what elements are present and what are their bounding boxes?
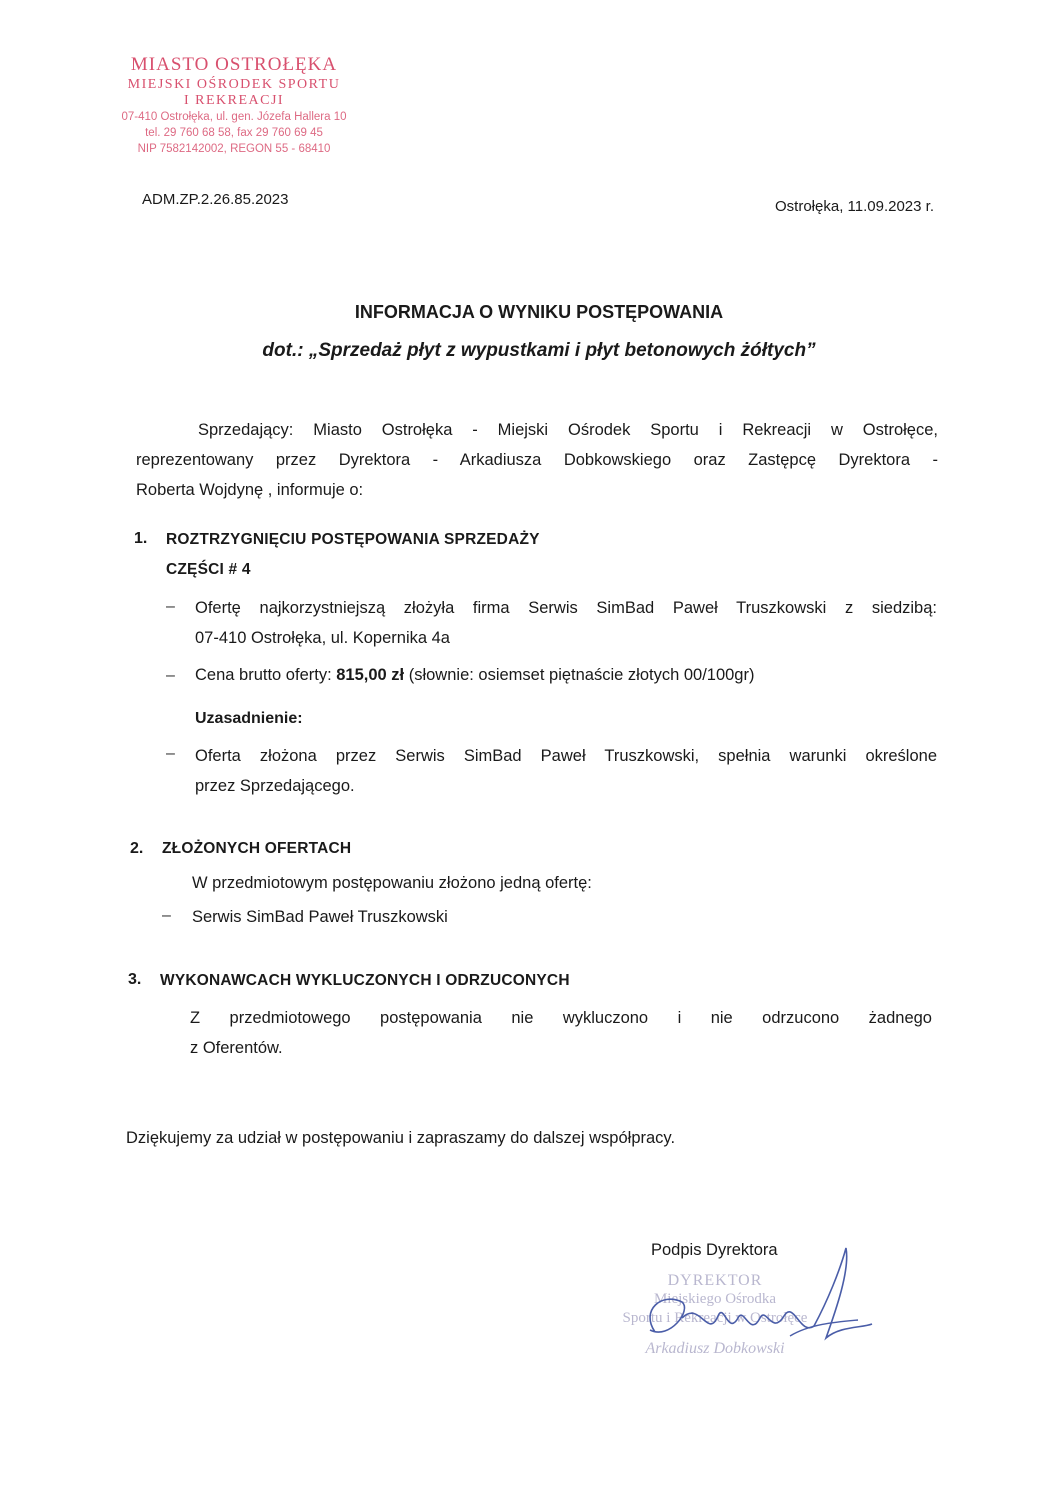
closing-text: Dziękujemy za udział w postępowaniu i zapraszamy do dalszej współpracy. [126,1129,676,1147]
bullet-dash: – [166,598,175,615]
bullet-dash: – [166,667,175,684]
director-stamp-name: Arkadiusz Dobkowski [645,1340,785,1357]
price-words: (słownie: osiemset piętnaście złotych 00/100gr) [404,666,755,684]
offer-item: Serwis SimBad Paweł Truszkowski [192,908,448,926]
director-stamp-line: Sportu i Rekreacji w Ostrołęce [622,1310,808,1326]
section-number: 2. [130,840,144,857]
excluded-text: z Oferentów. [190,1039,283,1057]
bullet-dash: – [162,907,171,924]
section-heading: WYKONAWCACH WYKLUCZONYCH I ODRZUCONYCH [160,972,570,989]
institution-stamp [84,54,384,157]
price-line [195,660,754,690]
stamp-phone: tel. 29 760 68 58, fax 29 760 69 45 [145,127,323,139]
handwritten-signature [600,1240,880,1380]
document-subtitle: dot.: „Sprzedaż płyt z wypustkami i płyt betonowych żółtych” [262,340,816,361]
justification-line: przez Sprzedającego. [195,777,355,795]
stamp-nip-regon: NIP 7582142002, REGON 55 - 68410 [137,143,331,155]
price-value: 815,00 zł [336,666,405,684]
document-title: INFORMACJA O WYNIKU POSTĘPOWANIA [354,302,724,322]
intro-line: reprezentowany przez Dyrektora - Arkadiusza Dobkowskiego oraz Zastępcę Dyrektora - [136,451,938,469]
stamp-institution: MIEJSKI OŚRODEK SPORTU [127,77,341,92]
excluded-text: Z przedmiotowego postępowania nie wykluczono i nie odrzucono żadnego [190,1009,932,1027]
intro-paragraph [136,415,938,505]
stamp-address: 07-410 Ostrołęka, ul. gen. Józefa Hallera 10 [121,111,347,123]
section-part: CZĘŚCI # 4 [166,561,251,578]
reference-number: ADM.ZP.2.26.85.2023 [142,191,289,208]
section-heading: ZŁOŻONYCH OFERTACH [162,840,352,857]
section-number: 3. [128,971,142,988]
section-number: 1. [134,530,148,547]
stamp-city: MIASTO OSTROŁĘKA [130,54,338,75]
intro-line: Sprzedający: Miasto Ostrołęka - Miejski Ośrodek Sportu i Rekreacji w Ostrołęce, [198,421,938,439]
winning-offer-line: Ofertę najkorzystniejszą złożyła firma Serwis SimBad Paweł Truszkowski z siedzibą: [195,599,937,617]
offers-text: W przedmiotowym postępowaniu złożono jedną ofertę: [192,874,592,892]
justification-label: Uzasadnienie: [195,710,303,727]
document-date: Ostrołęka, 11.09.2023 r. [775,198,934,215]
intro-line: Roberta Wojdynę , informuje o: [136,481,364,499]
section-heading: ROZTRZYGNIĘCIU POSTĘPOWANIA SPRZEDAŻY [166,531,540,548]
director-stamp-line: Miejskiego Ośrodka [653,1291,777,1307]
winning-offer-address: 07-410 Ostrołęka, ul. Kopernika 4a [195,629,450,647]
price-label: Cena brutto oferty: [195,666,337,684]
justification-line: Oferta złożona przez Serwis SimBad Paweł Truszkowski, spełnia warunki określone [195,747,937,765]
signature-label: Podpis Dyrektora [651,1241,778,1259]
bullet-dash: – [166,745,175,762]
stamp-institution-2: I REKREACJI [183,93,285,108]
director-stamp-title: DYREKTOR [667,1272,763,1289]
